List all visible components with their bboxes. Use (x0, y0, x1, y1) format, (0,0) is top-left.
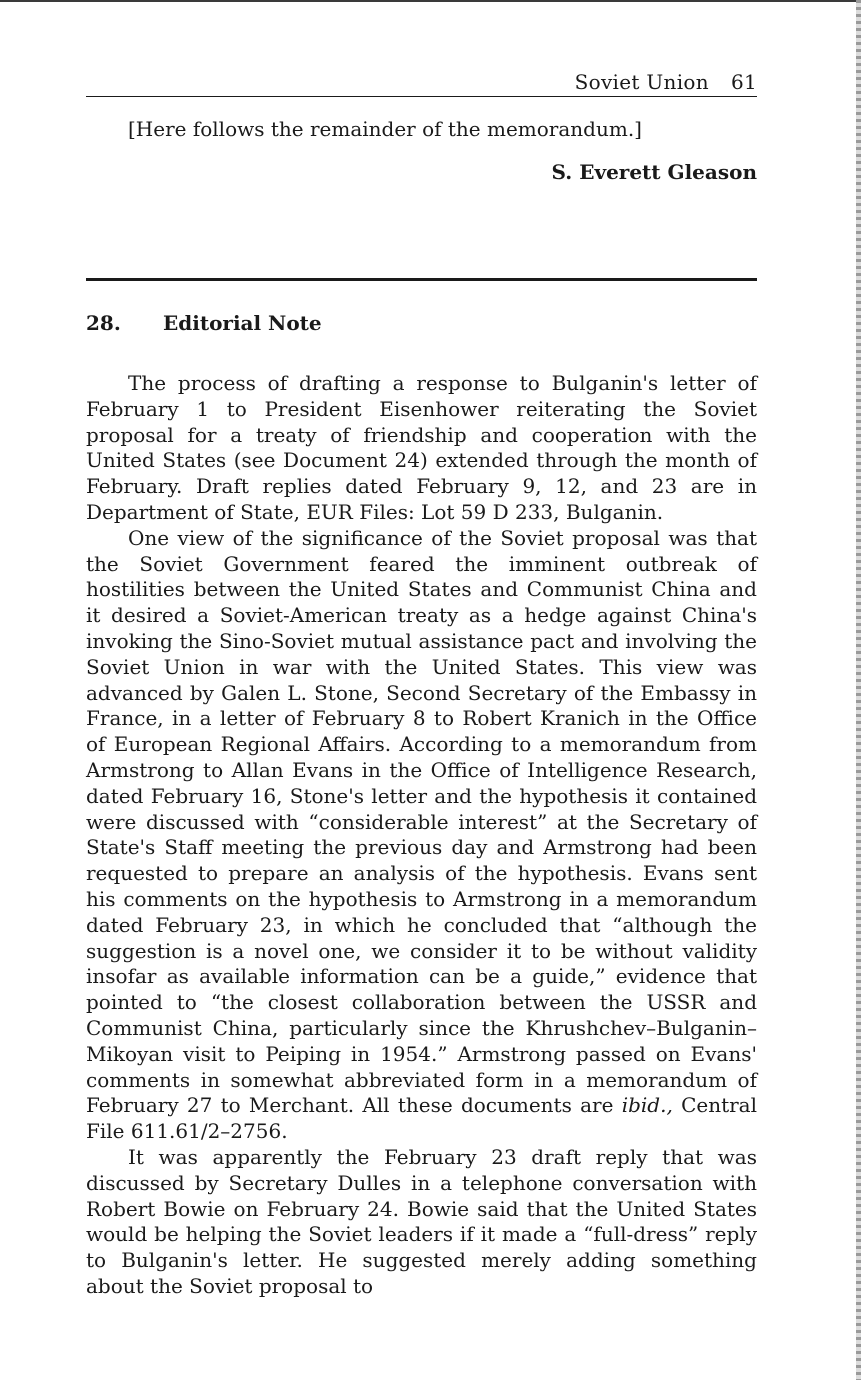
paragraph-1: The process of drafting a response to Bulganin's letter of February 1 to President Eisenhower reiterating the Soviet proposal for a treaty of friendship and cooperation with the United States (see Document 24) extended through the month of February. Draft replies dated February 9, 12, and 23 are in Department of State, EUR Files: Lot 59 D 233, Bulganin. (86, 371, 757, 524)
document-body (86, 371, 757, 1300)
remainder-note: [Here follows the remainder of the memorandum.] (128, 117, 642, 141)
paragraph-2 (86, 526, 757, 1145)
page-number: 61 (730, 70, 757, 94)
scan-edge-top (0, 0, 861, 2)
signature: S. Everett Gleason (551, 160, 757, 184)
document-title: Editorial Note (163, 311, 322, 335)
document-heading (86, 311, 757, 335)
section-divider (86, 278, 757, 281)
citation-ibid: ibid., (621, 1093, 673, 1118)
document-number: 28. (86, 311, 121, 335)
running-head-title: Soviet Union (574, 70, 709, 94)
page (86, 70, 757, 1300)
running-head (86, 70, 757, 97)
citation-file: Central File 611.61/2–2756. (86, 1093, 758, 1144)
scan-edge-right (856, 0, 861, 1380)
paragraph-3: It was apparently the February 23 draft reply that was discussed by Secretary Dulles in a telephone conversation with Robert Bowie on February 24. Bowie said that the United States would be helping the Soviet leaders if it made a “full-dress” reply to Bulganin's letter. He suggested merely adding something about the Soviet proposal to (86, 1144, 757, 1298)
paragraph-2-text: One view of the significance of the Soviet proposal was that the Soviet Government feared the imminent outbreak of hostilities between the United States and Communist China and it desired a Soviet-American treaty as a hedge against China's invoking the Sino-Soviet mutual assistance pact and involving the Soviet Union in war with the United States. This view was advanced by Galen L. Stone, Second Secretary of the Embassy in France, in a letter of February 8 to Robert Kranich in the Office of European Regional Affairs. According to a memorandum from Armstrong to Allan Evans in the Office of Intelligence Research, dated February 16, Stone's letter and the hypothesis it contained were discussed with “considerable interest” at the Secretary of State's Staff meeting the previous day and Armstrong had been requested to prepare an analysis of the hypothesis. Evans sent his comments on the hypothesis to Armstrong in a memorandum dated February 23, in which he concluded that “although the suggestion is a novel one, we consider it to be without validity insofar as available information can be a guide,” evidence that pointed to “the closest collaboration between the USSR and Communist China, particularly since the Khrushchev–Bulganin–Mikoyan visit to Peiping in 1954.” Armstrong passed on Evans' comments in somewhat abbreviated form in a memorandum of February 27 to Merchant. All these documents are (86, 525, 757, 1118)
